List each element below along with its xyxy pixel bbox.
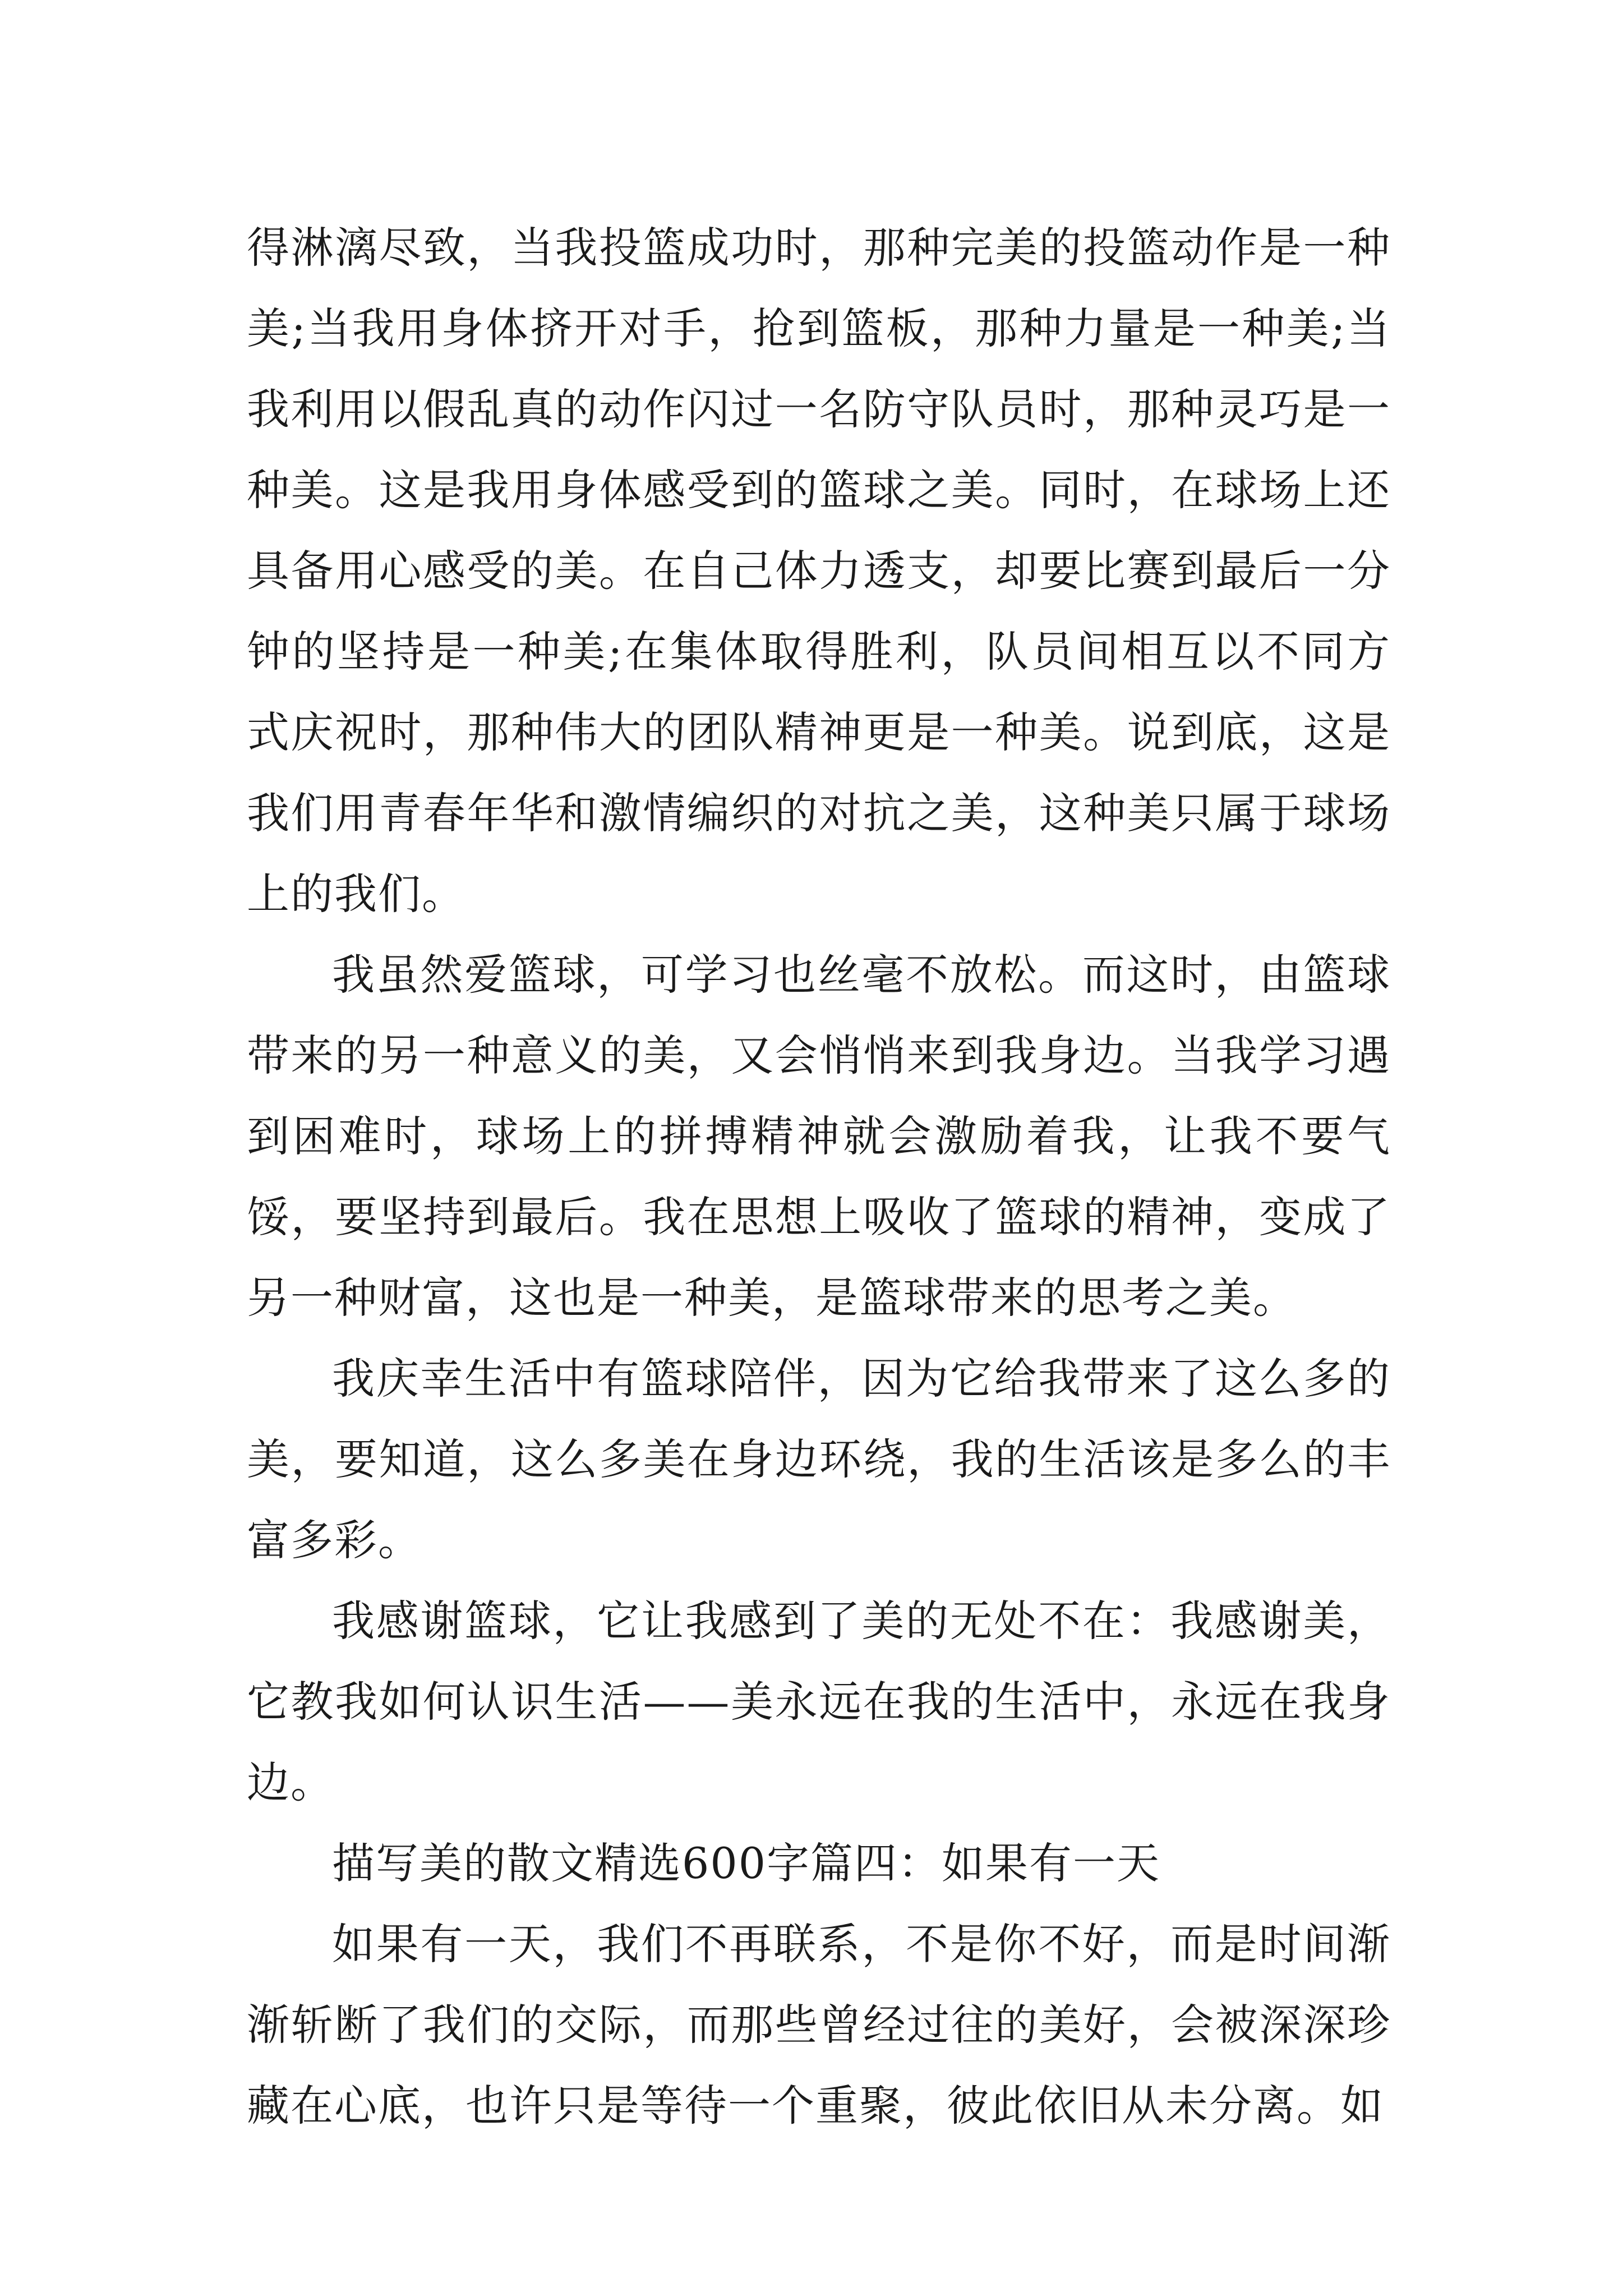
body-text xyxy=(247,208,1391,2146)
paragraph-study-beauty: 我虽然爱篮球，可学习也丝毫不放松。而这时，由篮球带来的另一种意义的美，又会悄悄来到我身边。当我学习遇到困难时，球场上的拼搏精神就会激励着我，让我不要气馁，要坚持到最后。我在思想上吸收了篮球的精神，变成了另一种财富，这也是一种美，是篮球带来的思考之美。 xyxy=(247,950,1391,1323)
section-heading: 描写美的散文精选600字篇四：如果有一天 xyxy=(332,1838,1161,1888)
paragraph-basketball-beauty: 得淋漓尽致，当我投篮成功时，那种完美的投篮动作是一种美;当我用身体挤开对手，抢到篮板，那种力量是一种美;当我利用以假乱真的动作闪过一名防守队员时，那种灵巧是一种美。这是我用身体感受到的篮球之美。同时，在球场上还具备用心感受的美。在自己体力透支，却要比赛到最后一分钟的坚持是一种美;在集体取得胜利，队员间相互以不同方式庆祝时，那种伟大的团队精神更是一种美。说到底，这是我们用青春年华和激情编织的对抗之美，这种美只属于球场上的我们。 xyxy=(247,223,1391,919)
paragraph-if-one-day: 如果有一天，我们不再联系，不是你不好，而是时间渐渐斩断了我们的交际，而那些曾经过往的美好，会被深深珍藏在心底，也许只是等待一个重聚，彼此依旧从未分离。如 xyxy=(247,1919,1391,2131)
paragraph-gratitude: 我感谢篮球，它让我感到了美的无处不在：我感谢美，它教我如何认识生活——美永远在我的生活中，永远在我身边。 xyxy=(247,1596,1391,1807)
paragraph-fortunate: 我庆幸生活中有篮球陪伴，因为它给我带来了这么多的美，要知道，这么多美在身边环绕，我的生活该是多么的丰富多彩。 xyxy=(247,1354,1391,1565)
